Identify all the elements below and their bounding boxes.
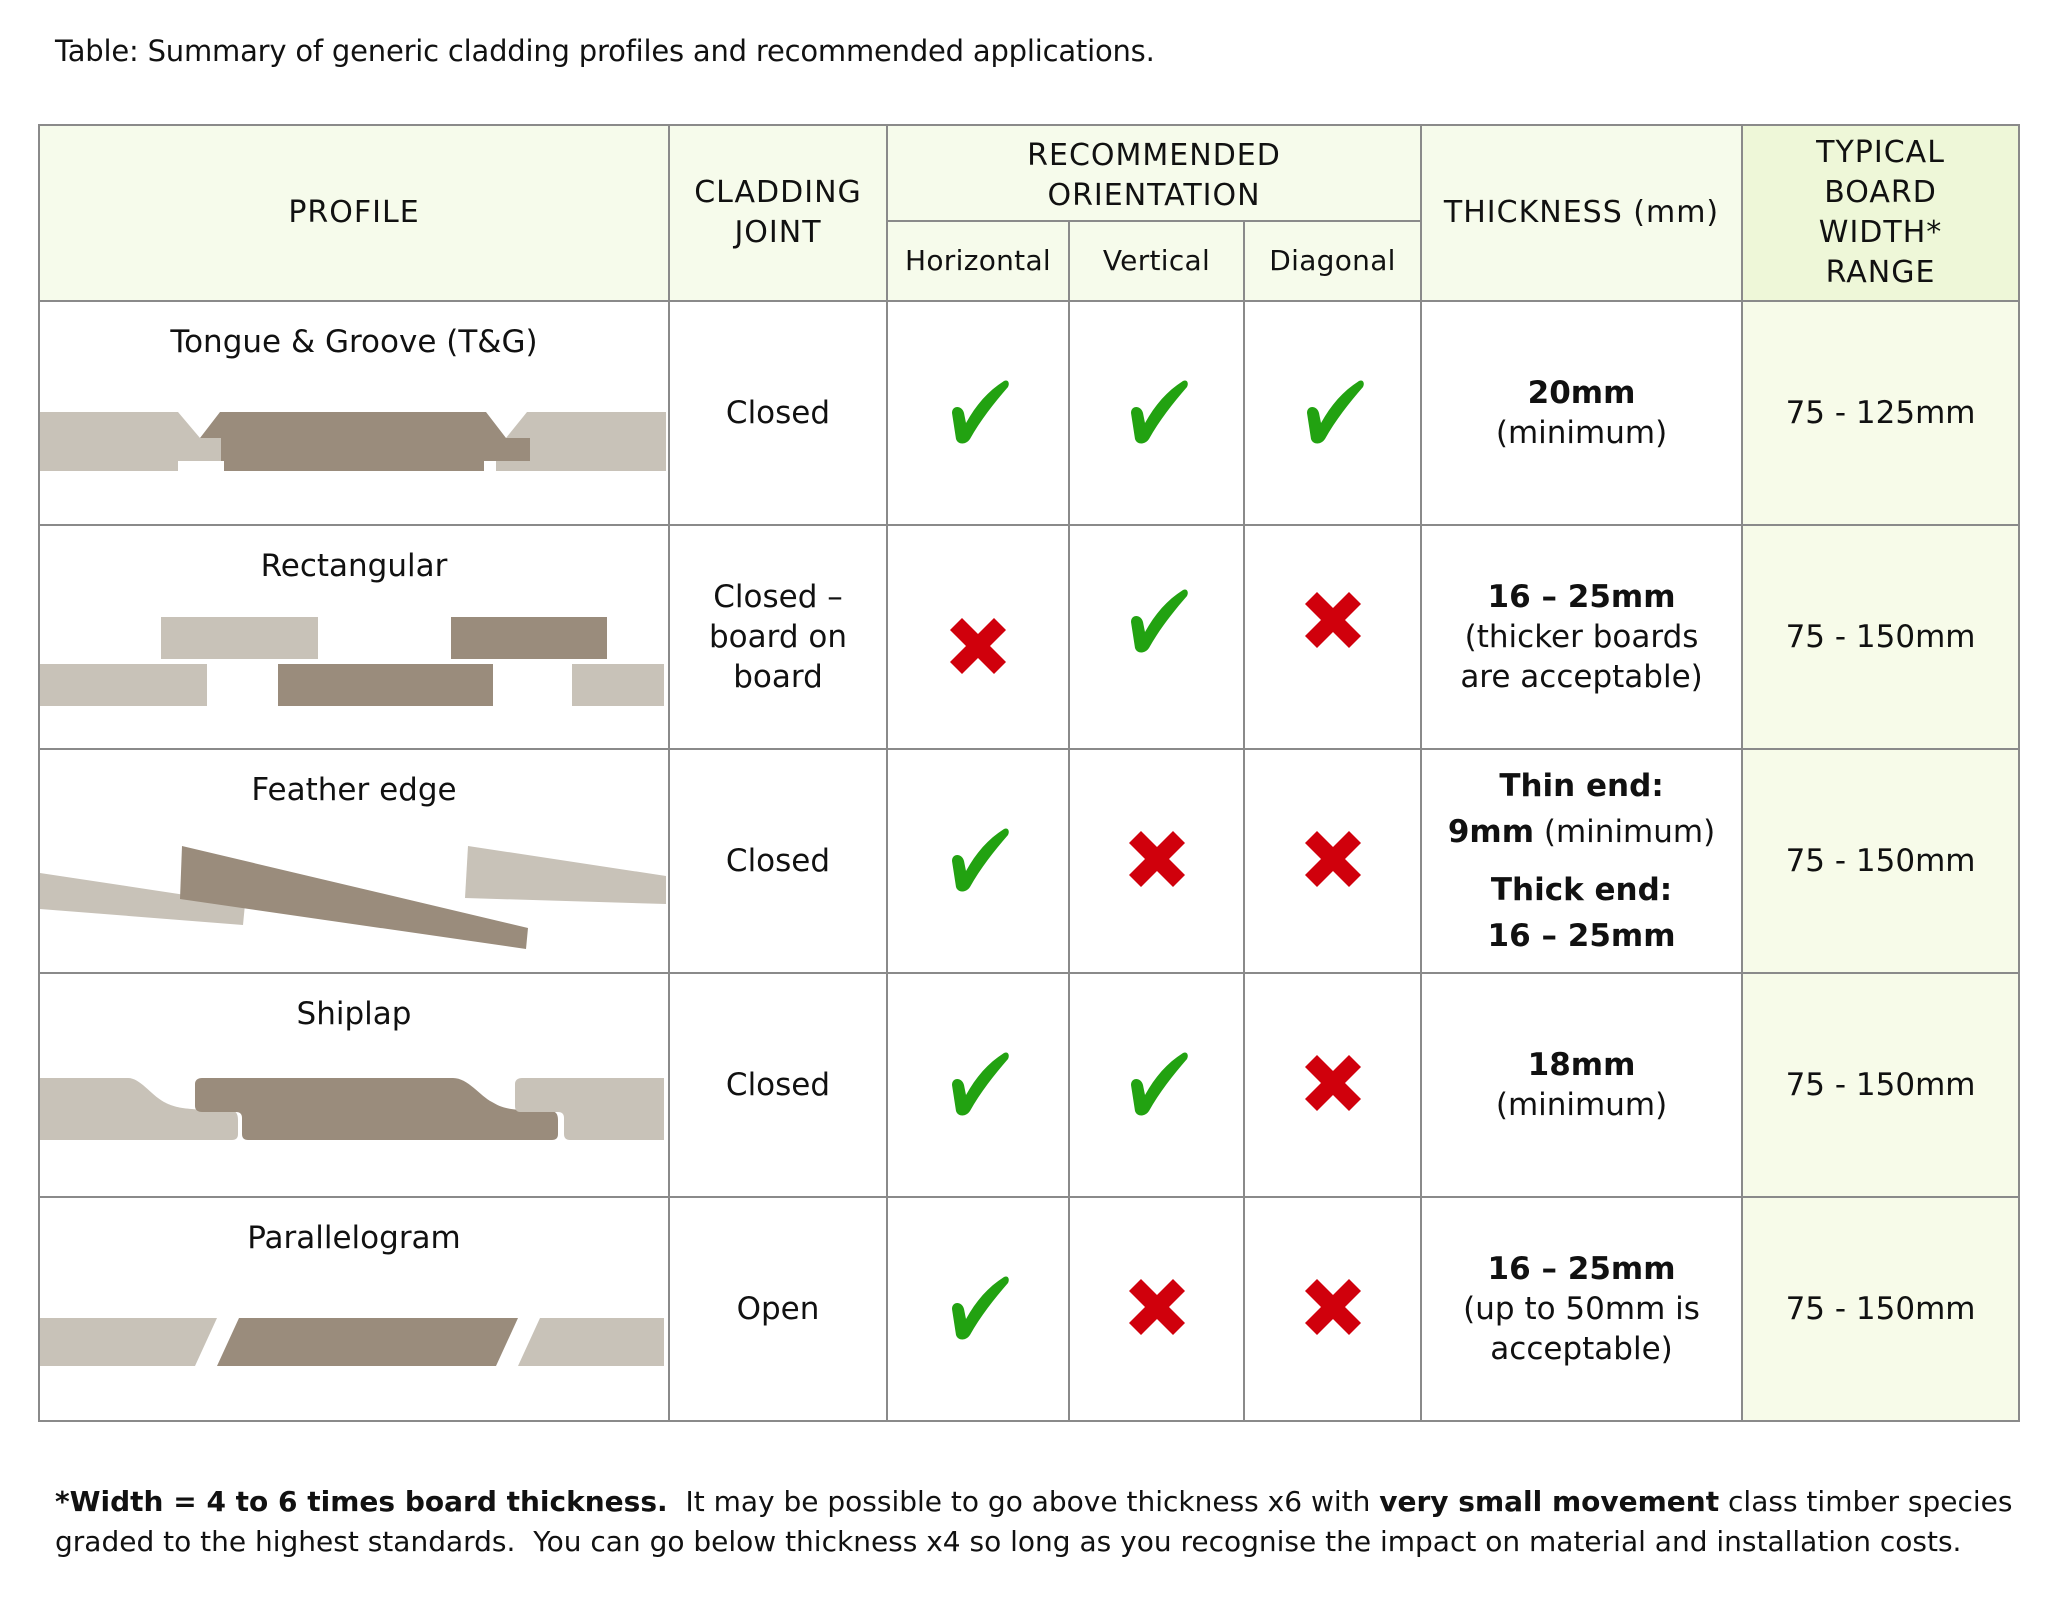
header-orientation-label: RECOMMENDED ORIENTATION	[1027, 138, 1281, 213]
table-row	[39, 749, 2019, 973]
cross-icon	[1297, 584, 1369, 656]
vertical-cell	[1069, 525, 1244, 749]
cladding-joint-label: Closed – board on board	[709, 579, 847, 695]
header-vertical: Vertical	[1069, 221, 1244, 301]
board-width-range: 75 - 150mm	[1742, 973, 2019, 1197]
header-thickness: THICKNESS (mm)	[1421, 125, 1742, 301]
vertical-cell	[1069, 301, 1244, 525]
footnote-bold-movement-class: very small movement	[1379, 1485, 1720, 1518]
header-width-label: TYPICAL BOARD WIDTH* RANGE	[1816, 135, 1945, 290]
check-icon	[1121, 584, 1193, 656]
board-width-range: 75 - 125mm	[1742, 301, 2019, 525]
horizontal-cell	[887, 749, 1069, 973]
cladding-joint: Open	[669, 1197, 887, 1421]
profile-name: Parallelogram	[247, 1220, 461, 1256]
profile-cell	[39, 1197, 669, 1421]
check-icon	[1121, 1047, 1193, 1119]
check-icon	[942, 375, 1014, 447]
table-row	[39, 525, 2019, 749]
thickness-cell	[1421, 525, 1742, 749]
horizontal-cell	[887, 1197, 1069, 1421]
profile-name: Tongue & Groove (T&G)	[170, 324, 538, 360]
vertical-cell	[1069, 973, 1244, 1197]
table-caption: Table: Summary of generic cladding profiles and recommended applications.	[55, 34, 1155, 68]
thickness-cell	[1421, 1197, 1742, 1421]
diagonal-cell	[1244, 301, 1421, 525]
thickness-value: 20mm	[1527, 375, 1636, 411]
thickness-value: 16 – 25mm	[1487, 1251, 1676, 1287]
check-icon	[942, 823, 1014, 895]
feather-edge-diagram-icon	[40, 750, 666, 972]
diagonal-cell	[1244, 1197, 1421, 1421]
diagonal-cell	[1244, 973, 1421, 1197]
board-width-range: 75 - 150mm	[1742, 525, 2019, 749]
thickness-note: (thicker boards are acceptable)	[1460, 619, 1703, 695]
thin-end-value: 9mm	[1447, 814, 1535, 850]
horizontal-cell	[887, 525, 1069, 749]
header-profile: PROFILE	[39, 125, 669, 301]
profile-cell	[39, 301, 669, 525]
header-diagonal: Diagonal	[1244, 221, 1421, 301]
check-icon	[1121, 375, 1193, 447]
profile-cell	[39, 525, 669, 749]
diagonal-cell	[1244, 749, 1421, 973]
cladding-joint: Closed	[669, 301, 887, 525]
check-icon	[942, 1271, 1014, 1343]
thickness-note: (up to 50mm is acceptable)	[1463, 1291, 1700, 1367]
cross-icon	[1297, 823, 1369, 895]
header-typical-board-width	[1742, 125, 2019, 301]
check-icon	[942, 1047, 1014, 1119]
profile-cell	[39, 749, 669, 973]
footnote	[55, 1482, 2022, 1562]
cross-icon	[1121, 823, 1193, 895]
profile-cell	[39, 973, 669, 1197]
vertical-cell	[1069, 749, 1244, 973]
thickness-cell	[1421, 973, 1742, 1197]
thickness-value: 16 – 25mm	[1487, 579, 1676, 615]
cross-icon	[942, 610, 1014, 682]
tongue-groove-diagram-icon	[40, 302, 666, 524]
board-width-range: 75 - 150mm	[1742, 749, 2019, 973]
board-width-range: 75 - 150mm	[1742, 1197, 2019, 1421]
table-row	[39, 301, 2019, 525]
parallelogram-diagram-icon	[40, 1198, 666, 1420]
cladding-profiles-table	[38, 124, 2020, 1422]
profile-name: Shiplap	[296, 996, 412, 1032]
cladding-joint: Closed	[669, 973, 887, 1197]
header-horizontal: Horizontal	[887, 221, 1069, 301]
thickness-note: (minimum)	[1495, 415, 1668, 451]
thickness-cell	[1421, 301, 1742, 525]
diagonal-cell	[1244, 525, 1421, 749]
cladding-joint: Closed	[669, 749, 887, 973]
cladding-joint	[669, 525, 887, 749]
header-cladding-joint	[669, 125, 887, 301]
vertical-cell	[1069, 1197, 1244, 1421]
thick-end-value: 16 – 25mm	[1487, 918, 1676, 954]
cross-icon	[1121, 1271, 1193, 1343]
footnote-bold-width-rule: *Width = 4 to 6 times board thickness.	[55, 1485, 668, 1518]
cross-icon	[1297, 1271, 1369, 1343]
thin-end-label: Thin end:	[1499, 768, 1664, 804]
profile-name: Rectangular	[260, 548, 448, 584]
thick-end-label: Thick end:	[1490, 872, 1673, 908]
thickness-cell	[1421, 749, 1742, 973]
thin-end-note: (minimum)	[1543, 814, 1716, 850]
footnote-text-2: class timber species graded to the highest standards. You can go below thickness x4 so long as you recognise the impact on material and installation costs.	[55, 1485, 2022, 1558]
profile-name: Feather edge	[251, 772, 457, 808]
check-icon	[1297, 375, 1369, 447]
horizontal-cell	[887, 301, 1069, 525]
horizontal-cell	[887, 973, 1069, 1197]
thickness-note: (minimum)	[1495, 1087, 1668, 1123]
header-recommended-orientation	[887, 125, 1421, 221]
table-row	[39, 1197, 2019, 1421]
footnote-text-1: It may be possible to go above thickness x6 with	[667, 1485, 1380, 1518]
table-row	[39, 973, 2019, 1197]
shiplap-diagram-icon	[40, 974, 666, 1196]
thickness-value: 18mm	[1527, 1047, 1636, 1083]
cross-icon	[1297, 1047, 1369, 1119]
header-row	[39, 125, 2019, 221]
header-cladding-joint-label: CLADDING JOINT	[694, 175, 862, 250]
rectangular-diagram-icon	[40, 526, 666, 748]
